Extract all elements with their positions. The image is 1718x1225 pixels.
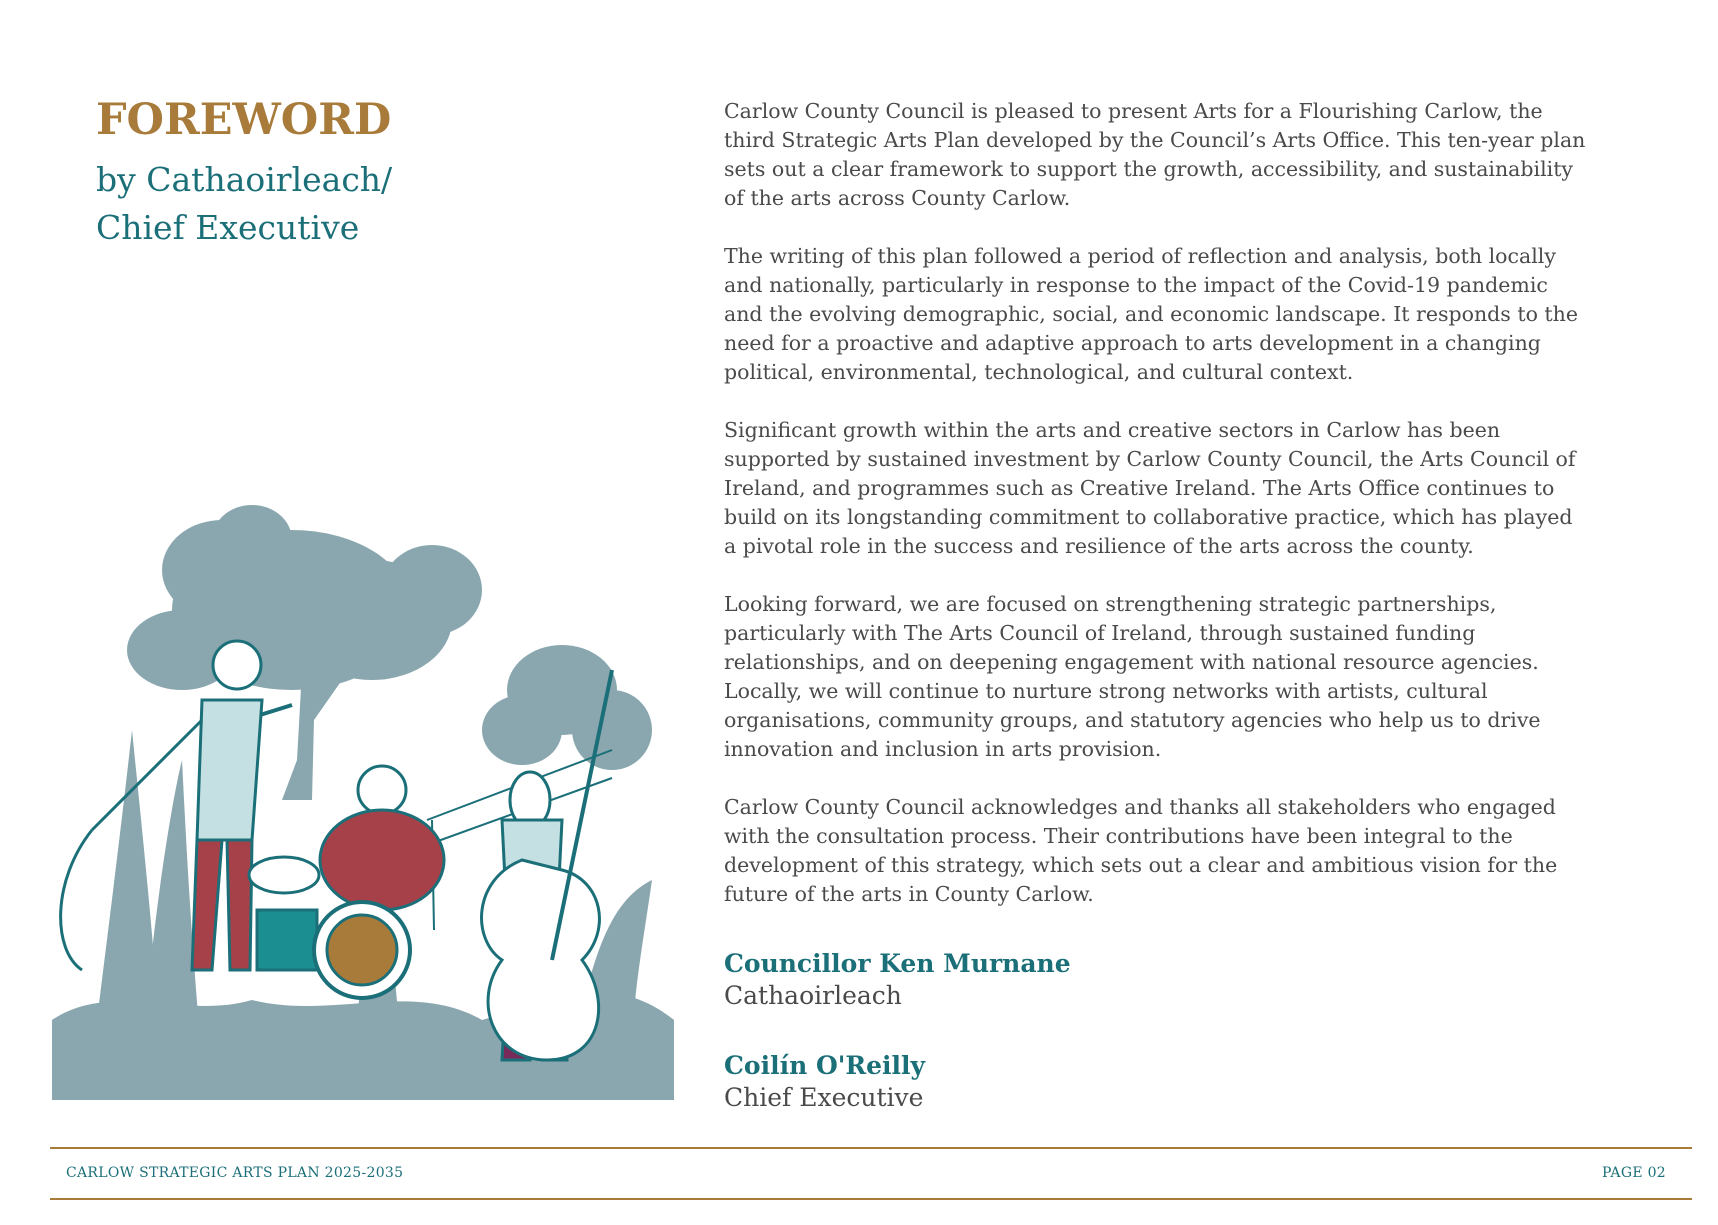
footer-page-number: PAGE 02: [1601, 1165, 1666, 1181]
text-line: innovation and inclusion in arts provision.: [724, 737, 1162, 761]
text-line: need for a proactive and adaptive approach to arts development in a changing: [724, 331, 1541, 355]
paragraph-4: [724, 590, 1604, 764]
text-line: future of the arts in County Carlow.: [724, 882, 1094, 906]
subtitle-line: Chief Executive: [96, 208, 360, 247]
text-line: Carlow County Council acknowledges and thanks all stakeholders who engaged: [724, 795, 1556, 819]
footer-rule-top: [50, 1147, 1692, 1149]
text-line: with the consultation process. Their contributions have been integral to the: [724, 824, 1513, 848]
text-line: The writing of this plan followed a period of reflection and analysis, both locally: [724, 244, 1556, 268]
paragraph-1: [724, 97, 1604, 213]
drummer-figure: [249, 766, 444, 998]
subtitle-line: by Cathaoirleach/: [96, 160, 393, 199]
musicians-illustration: [52, 500, 674, 1110]
text-line: sets out a clear framework to support the growth, accessibility, and sustainability: [724, 157, 1574, 181]
text-line: political, environmental, technological, and cultural context.: [724, 360, 1354, 384]
text-line: organisations, community groups, and statutory agencies who help us to drive: [724, 708, 1541, 732]
signatory-name: Councillor Ken Murnane: [724, 949, 1071, 978]
signatory-chief-executive: [724, 1050, 925, 1114]
text-line: Significant growth within the arts and creative sectors in Carlow has been: [724, 418, 1501, 442]
paragraph-5: [724, 793, 1604, 909]
paragraph-2: [724, 242, 1604, 387]
text-line: particularly with The Arts Council of Ireland, through sustained funding: [724, 621, 1476, 645]
text-line: Carlow County Council is pleased to present Arts for a Flourishing Carlow, the: [724, 99, 1543, 123]
text-line: relationships, and on deepening engagement with national resource agencies.: [724, 650, 1539, 674]
footer-document-title: CARLOW STRATEGIC ARTS PLAN 2025-2035: [66, 1165, 404, 1181]
signatory-role: Chief Executive: [724, 1083, 924, 1112]
signatory-cathaoirleach: [724, 948, 1071, 1012]
text-line: Ireland, and programmes such as Creative Ireland. The Arts Office continues to: [724, 476, 1555, 500]
signatory-name: Coilín O'Reilly: [724, 1051, 926, 1080]
text-line: Locally, we will continue to nurture strong networks with artists, cultural: [724, 679, 1488, 703]
text-line: and the evolving demographic, social, and economic landscape. It responds to the: [724, 302, 1579, 326]
text-line: Looking forward, we are focused on strengthening strategic partnerships,: [724, 592, 1497, 616]
text-line: of the arts across County Carlow.: [724, 186, 1071, 210]
text-line: build on its longstanding commitment to collaborative practice, which has played: [724, 505, 1573, 529]
text-line: and nationally, particularly in response to the impact of the Covid-19 pandemic: [724, 273, 1548, 297]
page-subtitle: [96, 156, 392, 252]
signatory-role: Cathaoirleach: [724, 981, 902, 1010]
page-title: FOREWORD: [96, 95, 392, 145]
text-line: development of this strategy, which sets out a clear and ambitious vision for the: [724, 853, 1558, 877]
foreword-body: [724, 97, 1604, 938]
text-line: supported by sustained investment by Carlow County Council, the Arts Council of: [724, 447, 1576, 471]
paragraph-3: [724, 416, 1604, 561]
text-line: third Strategic Arts Plan developed by the Council’s Arts Office. This ten-year plan: [724, 128, 1586, 152]
footer-rule-bottom: [50, 1198, 1692, 1200]
text-line: a pivotal role in the success and resilience of the arts across the county.: [724, 534, 1474, 558]
